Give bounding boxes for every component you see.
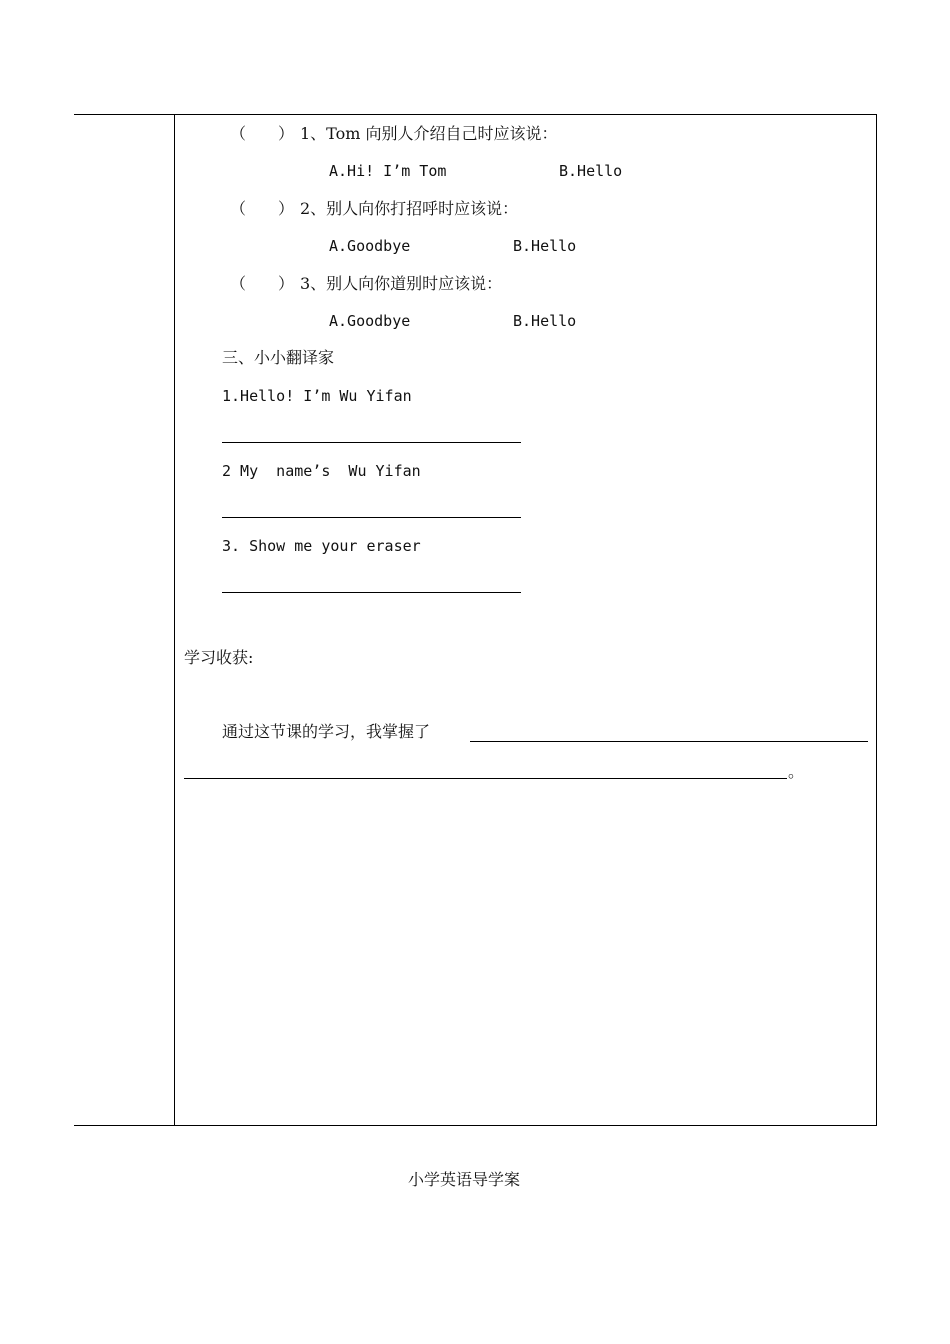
q2-answer-paren[interactable]: （ ） (230, 199, 295, 218)
right-border (876, 115, 877, 1125)
q3-option-b[interactable]: B.Hello (513, 312, 577, 330)
q3-stem: 3、别人向你道别时应该说： (300, 274, 503, 293)
q3-answer-paren[interactable]: （ ） (230, 274, 295, 293)
translate-item-3: 3. Show me your eraser (222, 537, 421, 555)
q1-stem: 1、Tom 向别人介绍自己时应该说： (300, 124, 558, 143)
q2-option-a[interactable]: A.Goodbye (329, 237, 411, 255)
q2-option-b[interactable]: B.Hello (513, 237, 577, 255)
q1-option-a[interactable]: A.Hi! I’m Tom (329, 162, 447, 180)
footer-title: 小学英语导学案 (408, 1170, 521, 1189)
worksheet-table (74, 114, 877, 1126)
q2-stem: 2、别人向你打招呼时应该说： (300, 199, 519, 218)
translate-item-1: 1.Hello! I’m Wu Yifan (222, 387, 412, 405)
q1-option-b[interactable]: B.Hello (559, 162, 623, 180)
harvest-heading: 学习收获: (184, 648, 254, 667)
harvest-end-mark: 。 (788, 762, 805, 781)
harvest-sentence: 通过这节课的学习，我掌握了 (222, 722, 431, 741)
translate-heading: 三、小小翻译家 (222, 348, 335, 367)
left-column (74, 115, 175, 1125)
translate-item-2: 2 My name’s Wu Yifan (222, 462, 421, 480)
harvest-answer-line-2[interactable] (184, 778, 787, 779)
harvest-answer-line-1[interactable] (470, 741, 868, 742)
q1-answer-paren[interactable]: （ ） (230, 124, 295, 143)
q3-option-a[interactable]: A.Goodbye (329, 312, 411, 330)
translate-answer-line-2[interactable] (222, 517, 521, 518)
translate-answer-line-1[interactable] (222, 442, 521, 443)
translate-answer-line-3[interactable] (222, 592, 521, 593)
